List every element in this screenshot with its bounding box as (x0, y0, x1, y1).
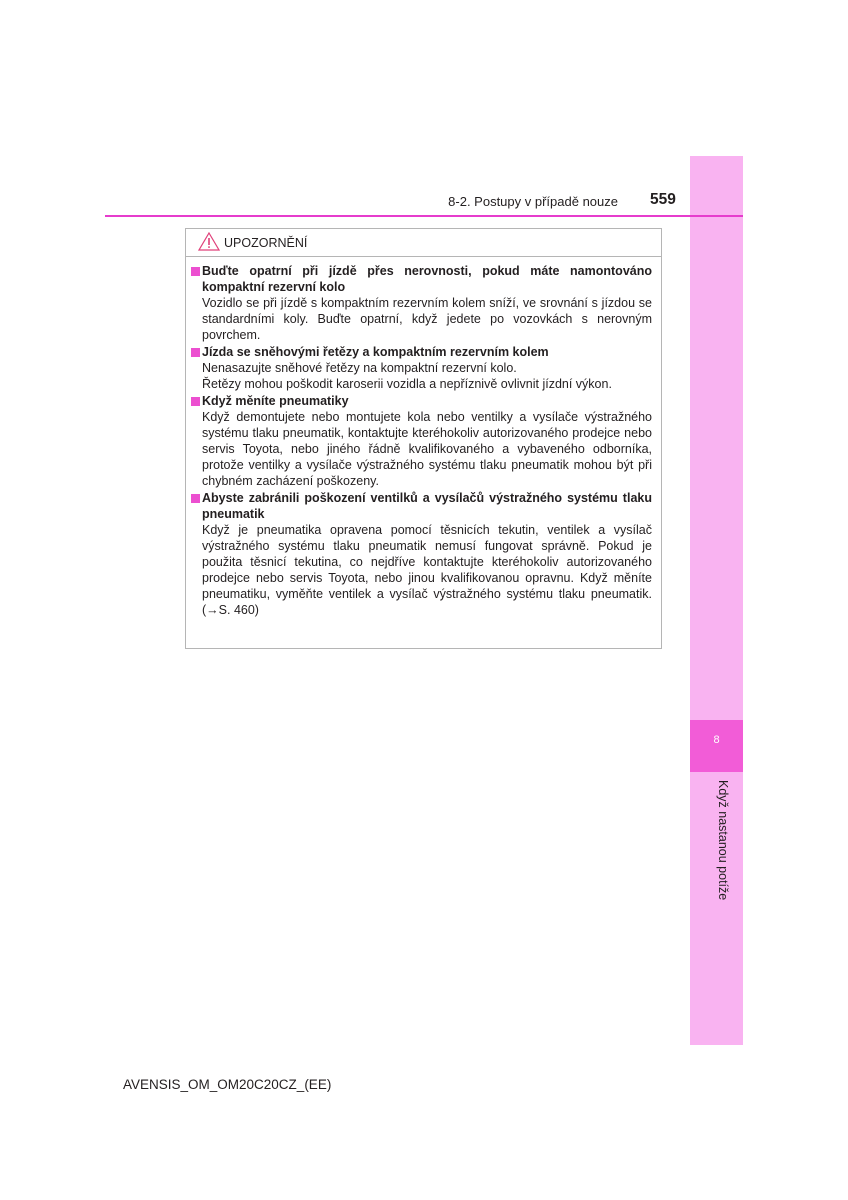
warning-section (190, 490, 652, 618)
section-heading: Abyste zabránili poškození ventilků a vysílačů výstražného systému tlaku pneumatik (202, 491, 652, 521)
section-text: Když je pneumatika opravena pomocí těsnicích tekutin, ventilek a vysílač výstražného systému tlaku pneumatik nemusí fungovat správně. Pokud je použita těsnicí tekutina, co nejdříve kontaktujte kteréhokoliv autorizovaného prodejce nebo servis Toyota, nebo jinou kvalifikovanou opravnu. Když měníte pneumatiku, vyměňte ventilek a vysílač výstražného systému tlaku pneumatik. (→S. 460) (202, 523, 652, 617)
section-heading: Buďte opatrní při jízdě přes nerovnosti, pokud máte namontováno kompaktní rezervní kolo (202, 264, 652, 294)
section-text: Nenasazujte sněhové řetězy na kompaktní rezervní kolo. (202, 361, 517, 375)
warning-title: UPOZORNĚNÍ (224, 235, 308, 250)
page-number: 559 (650, 191, 676, 208)
chapter-label: Když nastanou potíže (716, 780, 730, 901)
bullet-square-icon (191, 494, 200, 503)
warning-box (185, 228, 662, 649)
section-text: Řetězy mohou poškodit karoserii vozidla a nepříznivě ovlivnit jízdní výkon. (202, 377, 612, 391)
side-chapter-tab (690, 156, 743, 1045)
header-divider (105, 215, 743, 217)
document-code: AVENSIS_OM_OM20C20CZ_(EE) (123, 1077, 332, 1092)
warning-triangle-icon (198, 232, 224, 254)
section-title: 8-2. Postupy v případě nouze (448, 194, 618, 209)
bullet-square-icon (191, 267, 200, 276)
warning-section (190, 263, 652, 343)
warning-header (186, 229, 661, 257)
warning-section (190, 344, 652, 392)
chapter-number: 8 (690, 720, 743, 772)
section-heading: Jízda se sněhovými řetězy a kompaktním rezervním kolem (202, 345, 549, 359)
section-text: Vozidlo se při jízdě s kompaktním rezervním kolem sníží, ve srovnání s jízdou se standardními koly. Buďte opatrní, když jedete po vozovkách s nerovným povrchem. (202, 296, 652, 342)
section-heading: Když měníte pneumatiky (202, 394, 349, 408)
bullet-square-icon (191, 397, 200, 406)
bullet-square-icon (191, 348, 200, 357)
warning-body (186, 257, 661, 618)
warning-section (190, 393, 652, 489)
section-text: Když demontujete nebo montujete kola nebo ventilky a vysílače výstražného systému tlaku pneumatik, kontaktujte kteréhokoliv autorizovaného prodejce nebo servis Toyota, nebo jiného řádně kvalifikovaného a vybaveného odborníka, protože ventilky a vysílače výstražného systému tlaku pneumatik mohou být při chybném zacházení poškozeny. (202, 410, 652, 488)
